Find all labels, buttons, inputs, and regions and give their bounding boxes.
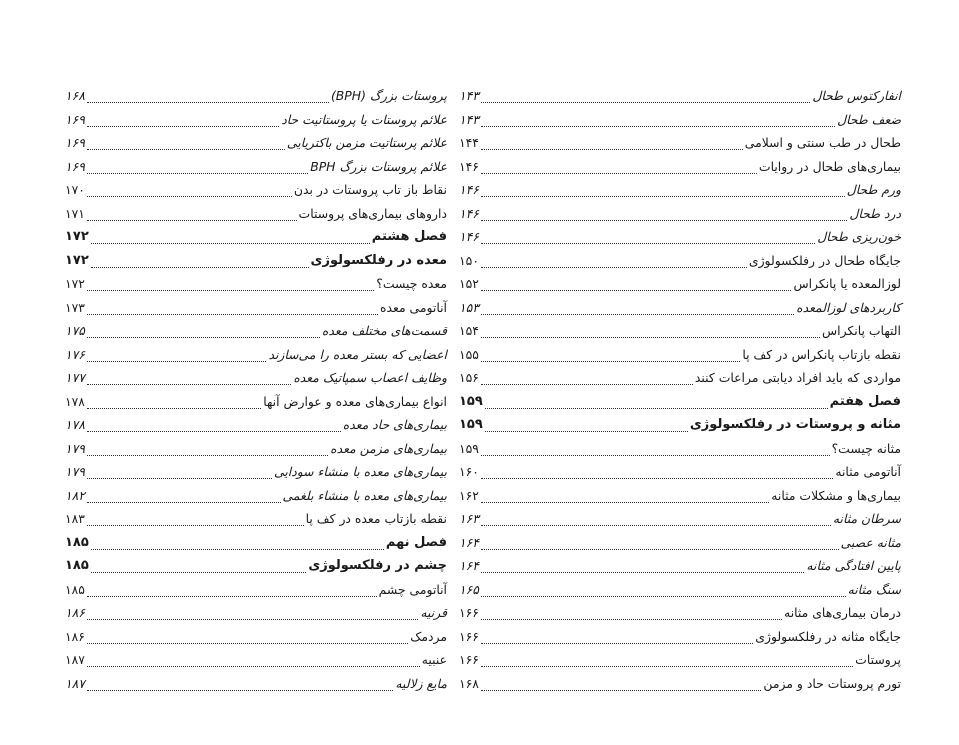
toc-entry[interactable]: [459, 460, 901, 484]
dot-leader: [87, 443, 328, 456]
toc-entry-page: ۱۷۳: [65, 299, 85, 315]
toc-chapter-entry[interactable]: [65, 249, 447, 273]
toc-entry[interactable]: [459, 578, 901, 602]
toc-entry-page: ۱۷۸: [65, 417, 85, 432]
dot-leader: [87, 184, 292, 197]
dot-leader: [481, 325, 820, 338]
dot-leader: [481, 231, 815, 244]
toc-entry[interactable]: [459, 131, 901, 155]
toc-entry-title: تورم پروستات حاد و مزمن: [763, 675, 901, 691]
toc-entry[interactable]: [459, 108, 901, 132]
dot-leader: [87, 466, 272, 479]
toc-entry-page: ۱۴۶: [459, 229, 479, 244]
toc-entry-title: فصل نهم: [385, 534, 447, 550]
toc-entry-title: مثانه و پروستات در رفلکسولوژی: [689, 417, 901, 432]
toc-entry-page: ۱۶۵: [459, 581, 479, 597]
toc-entry[interactable]: [459, 249, 901, 273]
dot-leader: [91, 255, 309, 268]
dot-leader: [485, 396, 828, 409]
toc-entry-title: اعضایی که بستر معده را می‌سازند: [268, 346, 447, 362]
toc-entry[interactable]: [65, 108, 447, 132]
toc-entry-page: ۱۸۷: [65, 675, 85, 691]
dot-leader: [87, 325, 320, 338]
toc-entry-page: ۱۵۶: [459, 370, 479, 385]
toc-entry[interactable]: [459, 272, 901, 296]
toc-entry-title: داروهای بیماری‌های پروستات: [298, 205, 447, 221]
toc-entry-title: جایگاه طحال در رفلکسولوژی: [748, 252, 901, 268]
toc-entry-title: پروستات: [855, 652, 901, 667]
toc-entry-page: ۱۶۶: [459, 628, 479, 644]
toc-entry-title: علائم پروستات یا پروستاتیت حاد: [281, 111, 447, 127]
toc-entry-page: ۱۶۸: [459, 675, 479, 691]
toc-entry-title: جایگاه مثانه در رفلکسولوژی: [755, 628, 901, 644]
toc-entry-title: پایین افتادگی مثانه: [806, 558, 901, 573]
toc-entry[interactable]: [459, 202, 901, 226]
dot-leader: [87, 90, 329, 103]
toc-entry-title: سرطان مثانه: [832, 511, 901, 526]
toc-entry[interactable]: [459, 84, 901, 108]
toc-entry-title: ضعف طحال: [837, 111, 901, 127]
toc-entry-title: قسمت‌های مختلف معده: [321, 323, 447, 338]
toc-entry-page: ۱۴۳: [459, 111, 479, 127]
dot-leader: [481, 302, 794, 315]
toc-entry-page: ۱۴۶: [459, 158, 479, 174]
toc-entry-title: طحال در طب سنتی و اسلامی: [744, 135, 901, 150]
toc-entry[interactable]: [65, 343, 447, 367]
toc-entry[interactable]: [459, 366, 901, 390]
dot-leader: [87, 490, 281, 503]
toc-chapter-entry[interactable]: [459, 413, 901, 437]
dot-leader: [91, 537, 384, 550]
toc-entry-title: علائم پروستات بزرگ BPH: [310, 158, 447, 174]
toc-entry[interactable]: [459, 437, 901, 461]
toc-entry-page: ۱۵۴: [459, 323, 479, 338]
toc-entry-page: ۱۶۹: [65, 158, 85, 174]
toc-entry-page: ۱۴۶: [459, 205, 479, 221]
toc-entry-page: ۱۷۰: [65, 182, 85, 197]
toc-entry[interactable]: [65, 437, 447, 461]
toc-entry[interactable]: [65, 625, 447, 649]
toc-entry-title: فصل هشتم: [371, 229, 447, 244]
dot-leader: [481, 654, 853, 667]
toc-entry-page: ۱۸۵: [65, 534, 89, 550]
toc-entry-page: ۱۵۹: [459, 417, 483, 432]
toc-entry-title: ورم طحال: [846, 182, 901, 197]
dot-leader: [481, 537, 839, 550]
toc-entry[interactable]: [65, 202, 447, 226]
toc-entry-title: معده چیست؟: [376, 276, 447, 291]
dot-leader: [87, 161, 308, 174]
toc-entry[interactable]: [459, 672, 901, 696]
dot-leader: [481, 372, 693, 385]
toc-entry[interactable]: [65, 366, 447, 390]
dot-leader: [481, 90, 810, 103]
toc-entry-title: نقطه بازتاب پانکراس در کف پا: [742, 346, 901, 362]
toc-entry[interactable]: [459, 484, 901, 508]
toc-entry-page: ۱۷۲: [65, 276, 85, 291]
dot-leader: [87, 631, 408, 644]
toc-entry-page: ۱۷۲: [65, 229, 89, 244]
dot-leader: [87, 678, 393, 691]
toc-entry-title: علائم پرستاتیت مزمن باکتریایی: [286, 135, 447, 150]
toc-entry-title: لوزالمعده یا پانکراس: [793, 276, 901, 291]
dot-leader: [481, 513, 831, 526]
dot-leader: [481, 161, 757, 174]
toc-entry[interactable]: [65, 507, 447, 531]
toc-entry-page: ۱۸۶: [65, 605, 85, 620]
toc-entry-title: وظایف اعصاب سمپاتیک معده: [293, 370, 447, 385]
toc-entry[interactable]: [459, 554, 901, 578]
dot-leader: [481, 255, 747, 268]
toc-entry-title: بیماری‌های معده با منشاء بلغمی: [282, 487, 447, 503]
toc-entry-page: ۱۷۵: [65, 323, 85, 338]
toc-entry-page: ۱۷۶: [65, 346, 85, 362]
toc-entry[interactable]: [459, 319, 901, 343]
toc-entry[interactable]: [65, 319, 447, 343]
toc-entry[interactable]: [459, 178, 901, 202]
dot-leader: [91, 231, 370, 244]
toc-entry-title: انواع بیماری‌های معده و عوارض آنها: [263, 393, 447, 409]
toc-entry[interactable]: [65, 272, 447, 296]
toc-entry-page: ۱۴۴: [459, 135, 479, 150]
toc-entry-title: پروستات بزرگ (BPH): [330, 88, 447, 103]
dot-leader: [87, 607, 418, 620]
dot-leader: [481, 349, 740, 362]
toc-left-column: [65, 84, 447, 695]
toc-entry-page: ۱۸۵: [65, 581, 85, 597]
toc-entry-title: بیماری‌های حاد معده: [342, 417, 447, 432]
toc-entry[interactable]: [65, 178, 447, 202]
dot-leader: [481, 560, 804, 573]
toc-entry-page: ۱۸۲: [65, 487, 85, 503]
dot-leader: [481, 443, 830, 456]
toc-entry[interactable]: [65, 413, 447, 437]
toc-entry-title: مثانه عصبی: [840, 534, 901, 550]
dot-leader: [481, 114, 835, 127]
toc-entry-title: بیماری‌های معده با منشاء سودایی: [274, 464, 447, 479]
toc-entry[interactable]: [459, 648, 901, 672]
toc-entry-page: ۱۸۶: [65, 628, 85, 644]
toc-entry-title: درمان بیماری‌های مثانه: [784, 605, 901, 620]
toc-chapter-entry[interactable]: [65, 225, 447, 249]
toc-entry-title: چشم در رفلکسولوژی: [308, 558, 447, 573]
dot-leader: [87, 208, 297, 221]
dot-leader: [481, 208, 847, 221]
dot-leader: [485, 419, 688, 432]
toc-entry-title: عنبیه: [421, 652, 447, 667]
toc-entry-page: ۱۴۶: [459, 182, 479, 197]
toc-entry-title: سنگ مثانه: [847, 581, 901, 597]
toc-entry-page: ۱۸۳: [65, 511, 85, 526]
toc-entry-page: ۱۵۰: [459, 252, 479, 268]
toc-entry[interactable]: [459, 507, 901, 531]
toc-entry-page: ۱۶۹: [65, 135, 85, 150]
toc-entry-title: درد طحال: [849, 205, 901, 221]
toc-chapter-entry[interactable]: [459, 390, 901, 414]
toc-entry-title: مایع زلالیه: [395, 675, 447, 691]
dot-leader: [87, 278, 374, 291]
toc-entry-page: ۱۶۰: [459, 464, 479, 479]
toc-entry-page: ۱۸۵: [65, 558, 89, 573]
toc-entry-page: ۱۴۳: [459, 88, 479, 103]
toc-chapter-entry[interactable]: [65, 554, 447, 578]
toc-entry-page: ۱۷۷: [65, 370, 85, 385]
toc-entry-title: مواردی که باید افراد دیابتی مراعات کنند: [694, 370, 901, 385]
toc-entry-title: آناتومی معده: [379, 299, 447, 315]
dot-leader: [481, 466, 833, 479]
toc-entry[interactable]: [459, 296, 901, 320]
toc-entry-title: کاربردهای لوزالمعده: [796, 299, 901, 315]
toc-entry-page: ۱۷۲: [65, 252, 89, 268]
dot-leader: [481, 678, 761, 691]
toc-entry[interactable]: [459, 625, 901, 649]
toc-entry[interactable]: [65, 390, 447, 414]
toc-entry-page: ۱۵۳: [459, 299, 479, 315]
toc-entry[interactable]: [65, 296, 447, 320]
toc-entry[interactable]: [459, 343, 901, 367]
toc-entry-title: معده در رفلکسولوژی: [310, 252, 447, 268]
dot-leader: [87, 654, 420, 667]
toc-entry[interactable]: [65, 484, 447, 508]
dot-leader: [87, 419, 341, 432]
dot-leader: [87, 513, 304, 526]
dot-leader: [481, 584, 846, 597]
dot-leader: [481, 490, 769, 503]
toc-chapter-entry[interactable]: [65, 531, 447, 555]
toc-entry-title: مثانه چیست؟: [831, 440, 901, 456]
toc-entry[interactable]: [459, 225, 901, 249]
toc-entry-page: ۱۶۸: [65, 88, 85, 103]
toc-entry-page: ۱۶۳: [459, 511, 479, 526]
toc-entry[interactable]: [65, 131, 447, 155]
toc-entry-title: آناتومی چشم: [378, 581, 447, 597]
toc-entry-page: ۱۵۵: [459, 346, 479, 362]
toc-entry-title: بیماری‌های مزمن معده: [330, 440, 447, 456]
dot-leader: [481, 631, 753, 644]
toc-entry-page: ۱۷۸: [65, 393, 85, 409]
toc-right-column: [459, 84, 901, 695]
toc-entry-page: ۱۸۷: [65, 652, 85, 667]
toc-entry-page: ۱۶۴: [459, 558, 479, 573]
dot-leader: [91, 560, 307, 573]
toc-entry[interactable]: [459, 531, 901, 555]
dot-leader: [87, 584, 377, 597]
toc-entry-title: مردمک: [410, 628, 447, 644]
toc-entry-page: ۱۷۹: [65, 464, 85, 479]
dot-leader: [481, 137, 743, 150]
toc-entry-title: بیماری‌های طحال در روایات: [758, 158, 901, 174]
toc-entry-title: نقاط باز تاب پروستات در بدن: [293, 182, 447, 197]
dot-leader: [87, 302, 378, 315]
dot-leader: [87, 137, 285, 150]
toc-entry[interactable]: [65, 578, 447, 602]
toc-entry-title: التهاب پانکراس: [822, 323, 901, 338]
dot-leader: [87, 372, 291, 385]
dot-leader: [87, 114, 279, 127]
toc-entry-page: ۱۶۹: [65, 111, 85, 127]
toc-entry-page: ۱۵۹: [459, 393, 483, 409]
toc-entry[interactable]: [65, 155, 447, 179]
toc-entry-page: ۱۵۲: [459, 276, 479, 291]
toc-entry-title: انفارکتوس طحال: [812, 88, 901, 103]
dot-leader: [87, 396, 261, 409]
toc-entry[interactable]: [65, 648, 447, 672]
toc-entry[interactable]: [65, 601, 447, 625]
toc-entry-title: قرنیه: [420, 605, 447, 620]
toc-entry-page: ۱۶۲: [459, 487, 479, 503]
toc-entry-title: بیماری‌ها و مشکلات مثانه: [771, 487, 901, 503]
toc-entry[interactable]: [65, 460, 447, 484]
toc-entry-page: ۱۵۹: [459, 440, 479, 456]
toc-entry-title: خون‌ریزی طحال: [817, 229, 901, 244]
toc-entry-page: ۱۷۱: [65, 205, 85, 221]
toc-entry[interactable]: [459, 601, 901, 625]
toc-entry-page: ۱۶۶: [459, 652, 479, 667]
dot-leader: [481, 184, 845, 197]
dot-leader: [87, 349, 266, 362]
toc-entry[interactable]: [65, 84, 447, 108]
toc-entry-page: ۱۶۶: [459, 605, 479, 620]
toc-entry[interactable]: [65, 672, 447, 696]
toc-entry-page: ۱۶۴: [459, 534, 479, 550]
toc-entry-page: ۱۷۹: [65, 440, 85, 456]
toc-entry-title: فصل هفتم: [829, 393, 901, 409]
dot-leader: [481, 607, 782, 620]
toc-entry[interactable]: [459, 155, 901, 179]
toc-entry-title: نقطه بازتاب معده در کف پا: [305, 511, 447, 526]
toc-entry-title: آناتومی مثانه: [835, 464, 901, 479]
dot-leader: [481, 278, 791, 291]
